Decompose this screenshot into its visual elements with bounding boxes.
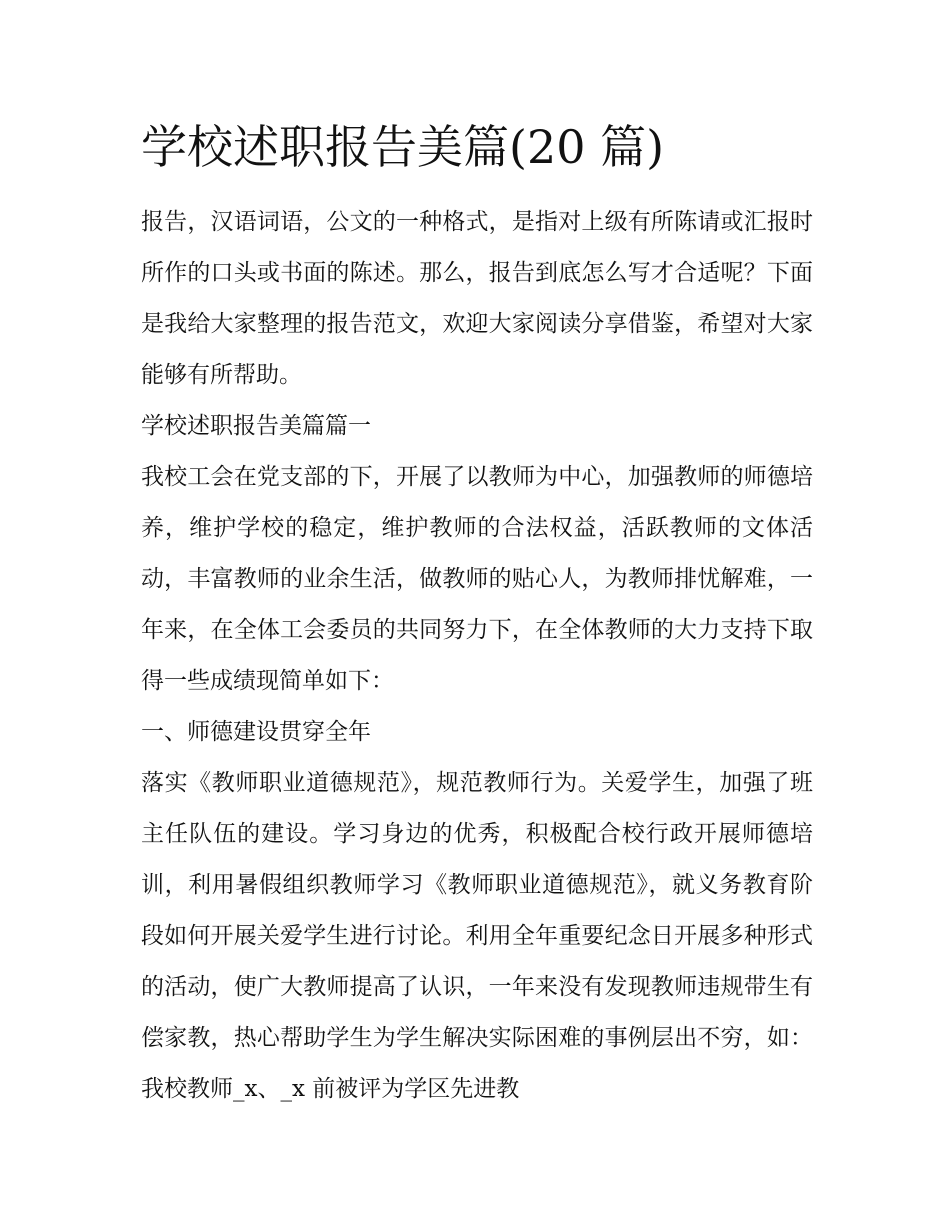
paragraph-1: 我校工会在党支部的下，开展了以教师为中心，加强教师的师德培养，维护学校的稳定，维护教师的合法权益，活跃教师的文体活动，丰富教师的业余生活，做教师的贴心人，为教师排忧解难，一年来，在全体工会委员的共同努力下，在全体教师的大力支持下取得一些成绩现简单如下： — [141, 464, 813, 694]
paragraph-2: 落实《教师职业道德规范》，规范教师行为。关爱学生，加强了班主任队伍的建设。学习身边的优秀，积极配合校行政开展师德培训，利用暑假组织教师学习《教师职业道德规范》，就义务教育阶段如何开展关爱学生进行讨论。利用全年重要纪念日开展多种形式的活动，使广大教师提高了认识，一年来没有发现教师违规带生有偿家教，热心帮助学生为学生解决实际困难的事例层出不穷，如：我校教师_x、_x 前被评为学区先进教 — [141, 770, 813, 1102]
document-title: 学校述职报告美篇(20 篇) — [141, 120, 665, 174]
document-body — [141, 197, 813, 1115]
subheading-1: 一、师德建设贯穿全年 — [141, 719, 371, 745]
section-title: 学校述职报告美篇篇一 — [141, 413, 371, 439]
intro-paragraph: 报告，汉语词语，公文的一种格式，是指对上级有所陈请或汇报时所作的口头或书面的陈述。那么，报告到底怎么写才合适呢？下面是我给大家整理的报告范文，欢迎大家阅读分享借鉴，希望对大家能够有所帮助。 — [141, 209, 813, 388]
